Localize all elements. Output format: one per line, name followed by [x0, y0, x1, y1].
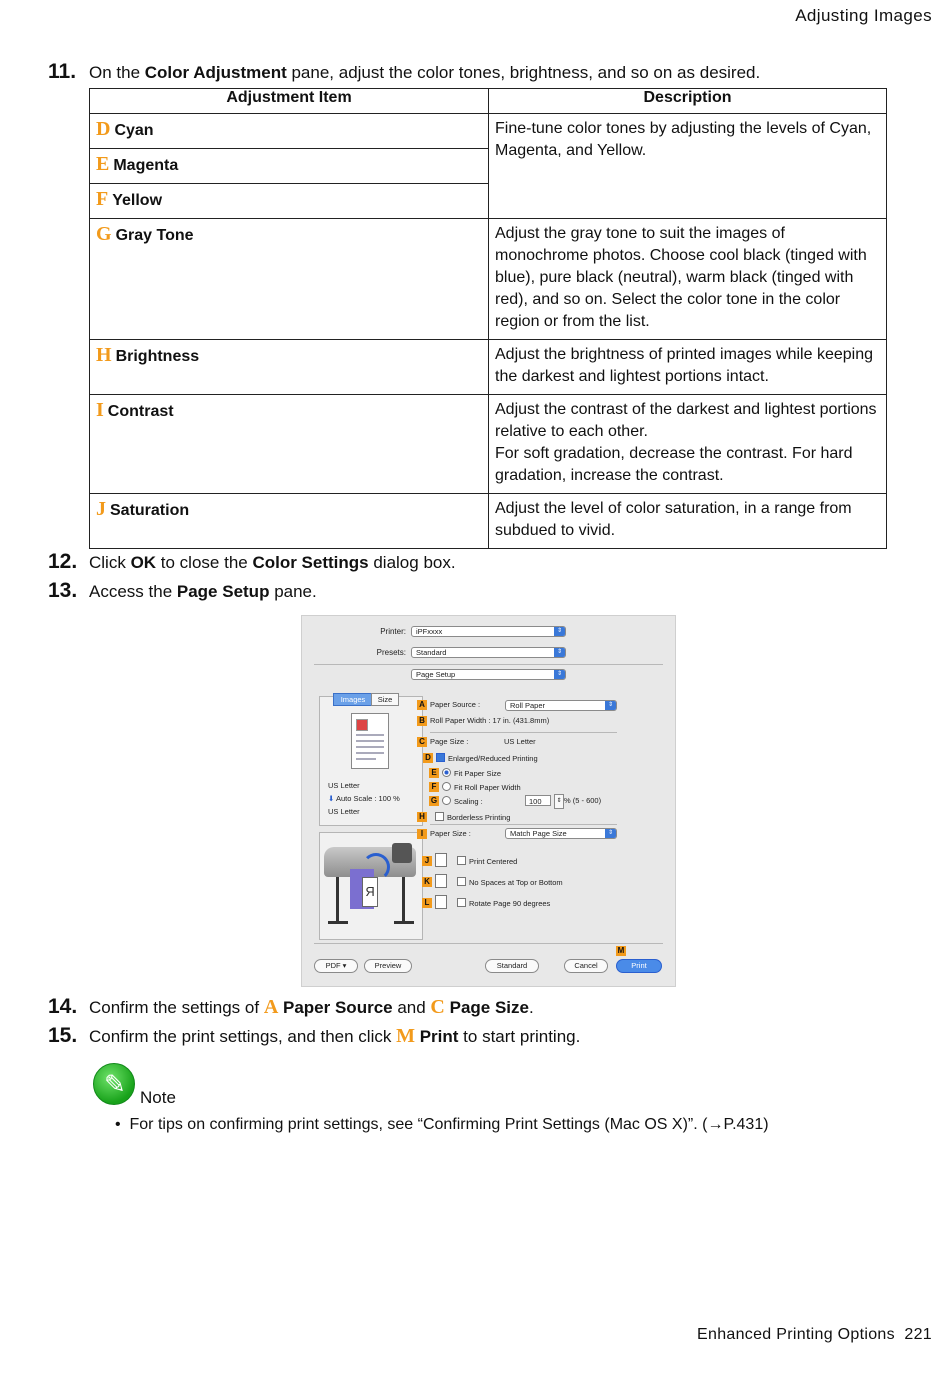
step-number: 13. — [48, 579, 78, 602]
footer-section: Enhanced Printing Options — [697, 1326, 895, 1343]
step-text: . — [528, 998, 534, 1017]
step-number: 15. — [48, 1024, 78, 1047]
separator — [430, 824, 617, 825]
step-number: 14. — [48, 995, 78, 1018]
scaling-input[interactable]: 100 — [525, 795, 551, 806]
enlarged-reduced-checkbox[interactable] — [436, 753, 538, 764]
rotate-page-checkbox[interactable] — [457, 898, 550, 909]
print-centered-checkbox[interactable] — [457, 856, 517, 867]
step-15 — [48, 1024, 580, 1048]
no-spaces-checkbox[interactable] — [457, 877, 563, 888]
paper-source-value: Roll Paper — [510, 701, 546, 710]
item-name: Gray Tone — [115, 227, 194, 244]
preview-scale — [328, 794, 400, 804]
table-row — [90, 395, 887, 494]
paper-size-popup[interactable] — [505, 828, 617, 839]
checkbox-label: Rotate Page 90 degrees — [469, 899, 551, 908]
note-link-text[interactable]: For tips on confirming print settings, see “Confirming Print Settings (Mac OS X)”. (→P.431) — [129, 1116, 769, 1133]
adjustment-table — [89, 88, 887, 549]
step-text: On the — [89, 63, 145, 82]
ui-term: Paper Source — [283, 998, 393, 1017]
ui-term: OK — [130, 553, 157, 572]
description-cell: Adjust the level of color saturation, in a range from subdued to vivid. — [489, 494, 887, 549]
item-name: Saturation — [110, 502, 190, 519]
callout-badge-a: A — [417, 700, 427, 710]
item-name: Yellow — [112, 192, 163, 209]
callout-badge-k: K — [422, 877, 432, 887]
step-number: 11. — [48, 60, 77, 83]
popup-arrows-icon: ⇕ — [554, 648, 565, 657]
callout-letter: I — [96, 399, 104, 421]
ui-term: Page Setup — [176, 582, 270, 601]
running-footer — [697, 1326, 932, 1344]
step-text: and — [392, 998, 431, 1017]
standard-button[interactable]: Standard — [485, 959, 539, 973]
step-12 — [48, 550, 456, 574]
table-row — [90, 114, 887, 149]
checkbox-label: No Spaces at Top or Bottom — [469, 878, 563, 887]
step-text: pane, adjust the color tones, brightness, and so on as desired. — [286, 63, 761, 82]
page-size-label: Page Size : — [430, 737, 469, 746]
item-name: Cyan — [114, 122, 154, 139]
popup-arrows-icon: ⇕ — [605, 701, 616, 710]
rotated-page-icon: R — [362, 877, 378, 907]
callout-badge-l: L — [422, 898, 432, 908]
scaling-radio[interactable] — [442, 796, 483, 807]
checkbox-label: Print Centered — [469, 857, 518, 866]
checkbox-label: Enlarged/Reduced Printing — [448, 754, 538, 763]
step-text: Confirm the print settings, and then click — [89, 1027, 397, 1046]
column-header-item: Adjustment Item — [90, 89, 489, 114]
presets-popup[interactable] — [411, 647, 566, 658]
callout-badge-g: G — [430, 796, 438, 805]
scaling-range: % (5 - 600) — [564, 796, 602, 805]
running-header: Adjusting Images — [795, 6, 932, 25]
print-button[interactable]: Print — [616, 959, 662, 973]
callout-letter: G — [96, 223, 112, 245]
callout-badge-e: E — [429, 768, 439, 778]
page-setup-dialog-screenshot — [301, 615, 676, 987]
fit-paper-size-radio[interactable] — [442, 768, 501, 779]
presets-value: Standard — [416, 648, 447, 657]
step-text: Confirm the settings of — [89, 998, 264, 1017]
table-row — [90, 494, 887, 549]
step-13 — [48, 579, 317, 603]
printer-illustration-panel — [319, 832, 423, 940]
preview-scale-value: Auto Scale : 100 % — [335, 794, 400, 803]
callout-letter: C — [430, 996, 445, 1018]
callout-letter: A — [263, 996, 279, 1018]
note-title: Note — [140, 1088, 176, 1107]
column-header-description: Description — [489, 89, 887, 114]
description-cell: Fine-tune color tones by adjusting the levels of Cyan, Magenta, and Yellow. — [489, 114, 887, 219]
table-header-row — [90, 89, 887, 114]
description-cell — [489, 395, 887, 494]
callout-letter: J — [96, 498, 106, 520]
paper-size-value: Match Page Size — [510, 829, 567, 838]
preview-button[interactable]: Preview — [364, 959, 412, 973]
table-row — [90, 219, 887, 340]
description-text: For soft gradation, decrease the contrast. For hard gradation, increase the contrast. — [495, 445, 853, 484]
pencil-note-icon: ✎ — [93, 1063, 135, 1105]
callout-letter: E — [96, 153, 110, 175]
step-text: Click — [89, 553, 131, 572]
popup-arrows-icon: ⇕ — [554, 627, 565, 636]
scaling-stepper-icon[interactable]: ⇕ — [554, 794, 564, 809]
separator — [430, 732, 617, 733]
popup-arrows-icon: ⇕ — [605, 829, 616, 838]
separator — [314, 943, 663, 944]
preview-output: US Letter — [328, 807, 360, 816]
pdf-menu-button[interactable]: PDF ▾ — [314, 959, 358, 973]
checkbox-checked-icon — [436, 753, 445, 762]
paper-source-label: Paper Source : — [430, 700, 481, 709]
tab-size[interactable]: Size — [371, 693, 399, 706]
radio-label: Fit Paper Size — [454, 769, 502, 778]
callout-badge-h: H — [417, 812, 427, 822]
table-row — [90, 340, 887, 395]
radio-icon — [442, 796, 451, 805]
step-text: to start printing. — [458, 1027, 581, 1046]
page-size-value: US Letter — [504, 737, 536, 746]
callout-letter: H — [96, 344, 112, 366]
callout-badge-i: I — [417, 829, 427, 839]
callout-badge-d: D — [423, 753, 433, 763]
print-centered-icon — [435, 853, 447, 867]
item-name: Contrast — [107, 403, 174, 420]
no-spaces-icon — [435, 874, 447, 888]
step-14 — [48, 995, 534, 1019]
step-11 — [48, 60, 760, 84]
checkbox-icon — [457, 898, 466, 907]
ui-term: Color Settings — [252, 553, 369, 572]
callout-badge-b: B — [417, 716, 427, 726]
callout-letter: M — [396, 1025, 415, 1047]
callout-badge-m: M — [617, 946, 625, 955]
printer-label: Printer: — [380, 627, 406, 636]
page-preview — [351, 713, 389, 769]
checkbox-label: Borderless Printing — [447, 813, 511, 822]
description-cell: Adjust the brightness of printed images while keeping the darkest and lightest portions intact. — [489, 340, 887, 395]
preview-panel — [319, 696, 423, 826]
paper-size-label: Paper Size : — [430, 829, 471, 838]
callout-letter: F — [96, 188, 109, 210]
step-text: Access the — [89, 582, 177, 601]
preview-media: US Letter — [328, 781, 360, 790]
tab-images[interactable]: Images — [333, 693, 373, 706]
borderless-checkbox[interactable] — [435, 812, 510, 823]
printer-value: iPFxxxx — [416, 627, 443, 636]
pane-value: Page Setup — [416, 670, 456, 679]
step-number: 12. — [48, 550, 78, 573]
radio-selected-icon — [442, 768, 451, 777]
radio-icon — [442, 782, 451, 791]
step-text: dialog box. — [368, 553, 456, 572]
checkbox-icon — [457, 856, 466, 865]
ui-term: Page Size — [449, 998, 529, 1017]
separator — [314, 664, 663, 665]
pane-popup[interactable] — [411, 669, 566, 680]
radio-label: Scaling : — [454, 797, 483, 806]
radio-label: Fit Roll Paper Width — [454, 783, 521, 792]
step-text: to close the — [156, 553, 253, 572]
description-cell: Adjust the gray tone to suit the images of monochrome photos. Choose cool black (tinged with blue), pure black (neutral), warm black (tinged with red), and so on. Select the color tone in the color region or from the list. — [489, 219, 887, 340]
ui-term: Print — [419, 1027, 459, 1046]
item-name: Magenta — [113, 157, 179, 174]
note-bullet-item — [115, 1116, 769, 1134]
item-name: Brightness — [115, 348, 200, 365]
arrow-down-icon: ⬇ — [328, 794, 336, 803]
paper-source-popup[interactable] — [505, 700, 617, 711]
ui-term: Color Adjustment — [144, 63, 287, 82]
callout-badge-f: F — [429, 782, 439, 792]
description-text: Adjust the contrast of the darkest and lightest portions relative to each other. — [495, 401, 877, 440]
preview-image-icon — [356, 719, 368, 731]
presets-label: Presets: — [376, 648, 406, 657]
step-text: pane. — [269, 582, 317, 601]
callout-badge-j: J — [422, 856, 432, 866]
popup-arrows-icon: ⇕ — [554, 670, 565, 679]
cancel-button[interactable]: Cancel — [564, 959, 608, 973]
fit-roll-width-radio[interactable] — [442, 782, 521, 793]
callout-letter: D — [96, 118, 111, 140]
bullet-glyph: • — [115, 1116, 121, 1133]
roll-paper-width: Roll Paper Width : 17 in. (431.8mm) — [430, 716, 550, 725]
checkbox-icon — [435, 812, 444, 821]
page-number: 221 — [904, 1326, 932, 1343]
checkbox-icon — [457, 877, 466, 886]
rotate-arrow-icon — [362, 853, 390, 881]
printer-popup[interactable] — [411, 626, 566, 637]
rotate-page-icon — [435, 895, 447, 909]
callout-badge-c: C — [417, 737, 427, 747]
